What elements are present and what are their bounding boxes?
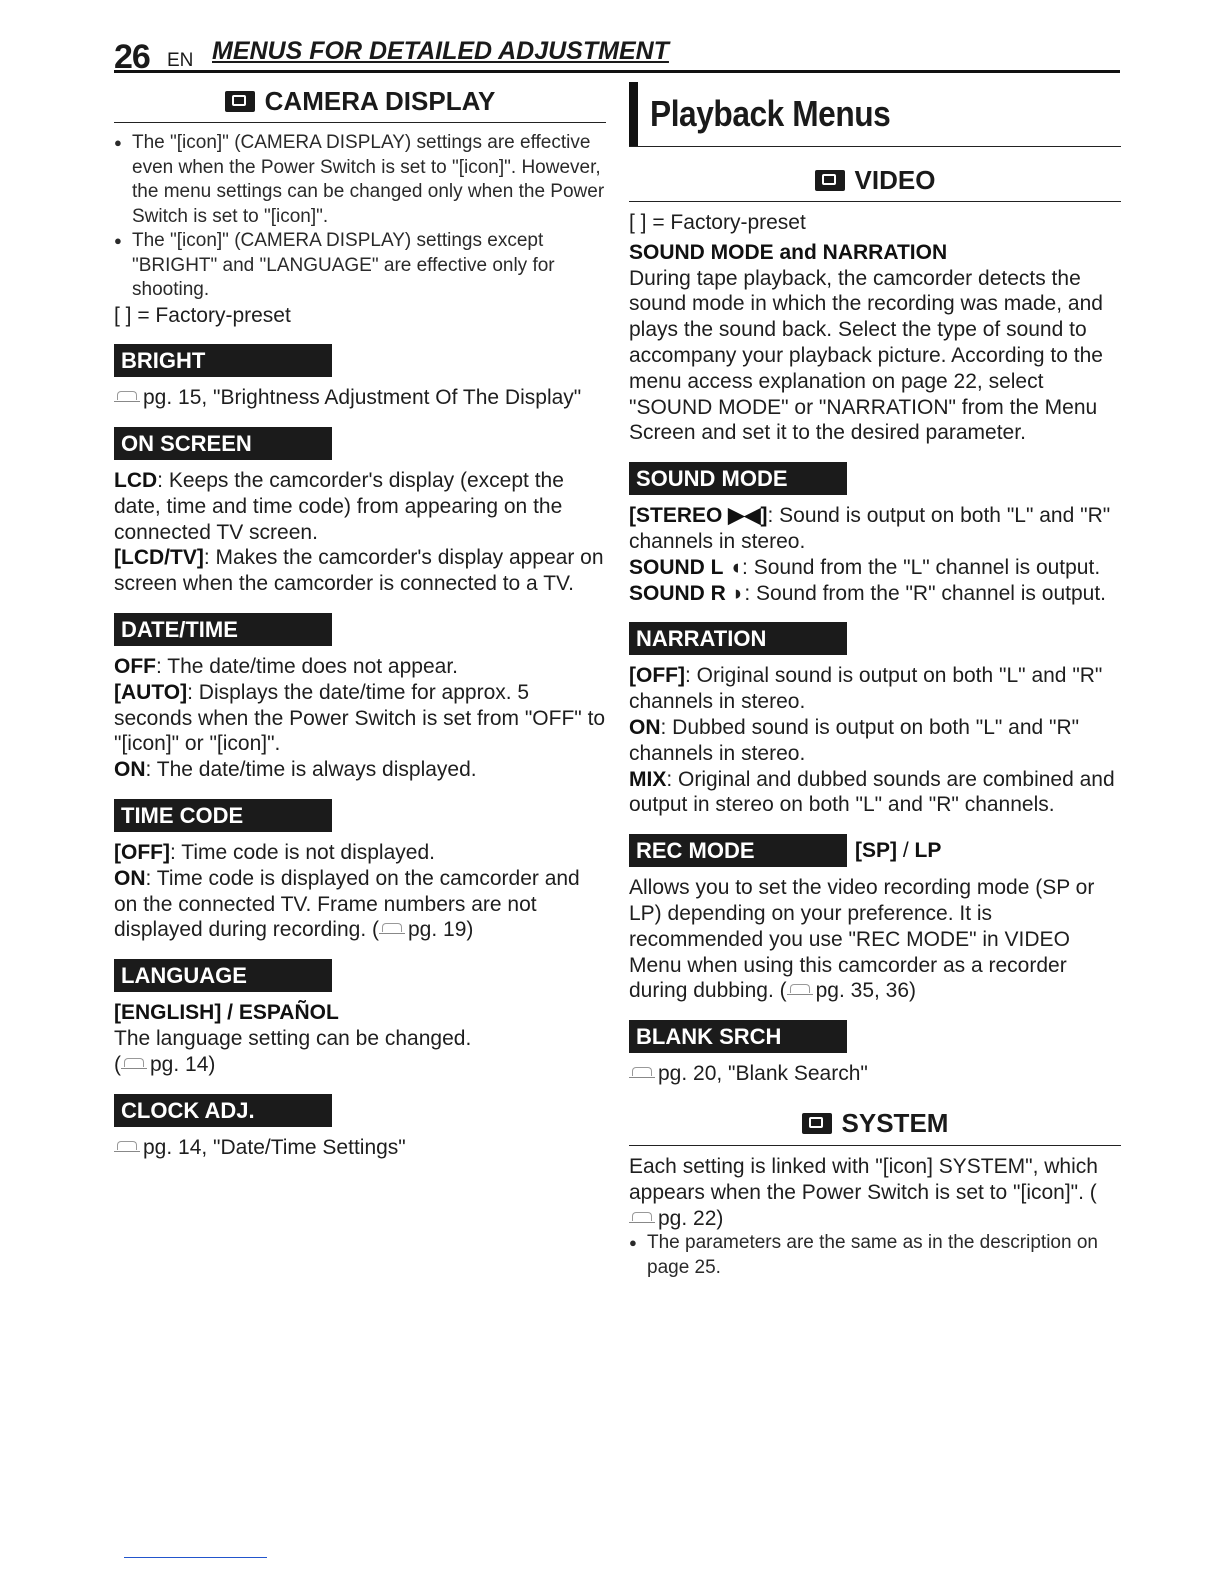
page-title: MENUS FOR DETAILED ADJUSTMENT	[212, 37, 669, 65]
date-on-term: ON	[114, 758, 146, 782]
clock-adj-bar: CLOCK ADJ.	[114, 1094, 332, 1127]
narr-on-term: ON	[629, 715, 661, 739]
sound-r	[629, 581, 1121, 607]
narr-mix-desc: : Original and dubbed sounds are combined and output in stereo on both "L" and "R" channels.	[629, 767, 1115, 817]
left-column	[114, 82, 606, 1160]
date-auto-desc: : Displays the date/time for approx. 5 seconds when the Power Switch is set from "OFF" to "[icon]" or "[icon]".	[114, 680, 606, 756]
rec-mode-sep: /	[897, 838, 915, 862]
sound-r-desc: : Sound from the "R" channel is output.	[744, 581, 1106, 605]
rec-mode-ref: pg. 35, 36)	[815, 979, 917, 1003]
reference-icon	[114, 1137, 140, 1152]
narration-bar: NARRATION	[629, 622, 847, 655]
rec-mode-options	[855, 839, 941, 863]
rec-mode-row	[629, 834, 1121, 867]
clock-adj-ref-text: pg. 14, "Date/Time Settings"	[143, 1135, 406, 1159]
reference-icon	[121, 1054, 147, 1069]
system-bullet: ● The parameters are the same as in the description on page 25.	[629, 1231, 1121, 1280]
sound-l-term: SOUND L	[629, 555, 724, 579]
page-header	[114, 36, 1120, 76]
time-code-on	[114, 866, 606, 943]
stereo-desc: : Sound is output on both "L" and "R" channels in stereo.	[629, 504, 1111, 553]
narr-mix-term: MIX	[629, 767, 667, 791]
speaker-right-icon: ◗	[731, 581, 745, 605]
reference-icon	[379, 919, 405, 934]
playback-heading	[629, 82, 1121, 147]
camera-display-heading	[114, 82, 606, 123]
narr-on-desc: : Dubbed sound is output on both "L" and "R" channels in stereo.	[629, 715, 1080, 765]
tc-off-term: [OFF]	[114, 841, 170, 865]
page-language: EN	[167, 50, 194, 71]
tc-on-desc: : Time code is displayed on the camcorder and on the connected TV. Frame numbers are not displayed during recording. (	[114, 866, 580, 942]
bright-ref-text: pg. 15, "Brightness Adjustment Of The Display"	[143, 386, 582, 410]
rec-mode-desc-text: Allows you to set the video recording mode (SP or LP) depending on your preference. It is recommended you use "REC MODE" in VIDEO Menu when using this camcorder as a recorder during dubbing. (	[629, 876, 1095, 1003]
bright-bar: BRIGHT	[114, 344, 332, 377]
system-title: SYSTEM	[841, 1108, 949, 1139]
system-desc	[629, 1154, 1121, 1231]
lcdtv-term: [LCD/TV]	[114, 546, 204, 570]
page-number: 26	[114, 38, 150, 76]
tc-on-term: ON	[114, 866, 146, 890]
rec-mode-lp: LP	[914, 838, 942, 862]
factory-preset-note: [ ] = Factory-preset	[114, 303, 291, 327]
date-off-term: OFF	[114, 655, 156, 679]
camera-display-icon	[225, 91, 255, 112]
video-title: VIDEO	[854, 164, 936, 195]
date-auto-term: [AUTO]	[114, 680, 188, 704]
rec-mode-bar: REC MODE	[629, 834, 847, 867]
reference-icon	[787, 980, 813, 995]
reference-icon	[629, 1063, 655, 1078]
date-time-off	[114, 654, 606, 680]
blank-srch-ref	[629, 1061, 1121, 1087]
reference-icon	[114, 387, 140, 402]
lcd-term: LCD	[114, 469, 158, 493]
on-screen-bar: ON SCREEN	[114, 427, 332, 460]
sound-narration-subhead	[629, 240, 1121, 266]
sound-mode-bar: SOUND MODE	[629, 462, 847, 495]
system-desc-text: Each setting is linked with "[icon] SYSTEM", which appears when the Power Switch is set to "[icon]". (	[629, 1154, 1098, 1204]
rec-mode-desc	[629, 875, 1121, 1004]
date-time-bar: DATE/TIME	[114, 613, 332, 646]
on-screen-lcd	[114, 468, 606, 545]
narration-on	[629, 715, 1121, 767]
date-off-desc: : The date/time does not appear.	[156, 655, 458, 679]
sound-stereo	[629, 503, 1121, 555]
system-ref: pg. 22)	[658, 1206, 724, 1230]
video-factory-preset: [ ] = Factory-preset	[629, 211, 806, 234]
sound-l-desc: : Sound from the "L" channel is output.	[742, 555, 1101, 579]
language-desc: The language setting can be changed.	[114, 1027, 472, 1051]
sound-l	[629, 555, 1121, 581]
camera-display-bullet-2: ● The "[icon]" (CAMERA DISPLAY) settings except "BRIGHT" and "LANGUAGE" are effective only for shooting.	[114, 229, 606, 303]
narration-off	[629, 663, 1121, 715]
lcdtv-desc: : Makes the camcorder's display appear on screen when the camcorder is connected to a TV.	[114, 546, 604, 596]
rec-mode-sp: [SP]	[855, 838, 897, 862]
camera-display-bullet-1: ● The "[icon]" (CAMERA DISPLAY) settings are effective even when the Power Switch is set to "[icon]". However, the menu settings can be changed only when the Power Switch is set to "[icon]".	[114, 131, 606, 229]
language-bar: LANGUAGE	[114, 959, 332, 992]
narration-mix	[629, 767, 1121, 819]
language-options-text: [ENGLISH] / ESPAÑOL	[114, 1001, 339, 1025]
date-on-desc: : The date/time is always displayed.	[145, 758, 477, 782]
camera-display-title: CAMERA DISPLAY	[264, 85, 496, 116]
footer-rule	[124, 1557, 267, 1558]
blank-srch-bar: BLANK SRCH	[629, 1020, 847, 1053]
blank-srch-ref-text: pg. 20, "Blank Search"	[658, 1062, 868, 1086]
language-ref: ( pg. 14)	[114, 1052, 216, 1076]
date-time-on	[114, 757, 606, 783]
video-icon	[815, 170, 845, 191]
time-code-bar: TIME CODE	[114, 799, 332, 832]
narr-off-term: [OFF]	[629, 664, 685, 688]
bright-ref	[114, 385, 606, 411]
speaker-left-icon: ◖	[729, 555, 743, 579]
system-icon	[802, 1113, 832, 1134]
narr-off-desc: : Original sound is output on both "L" and "R" channels in stereo.	[629, 664, 1103, 714]
reference-icon	[629, 1208, 655, 1223]
clock-adj-ref	[114, 1135, 606, 1161]
time-code-off	[114, 840, 606, 866]
language-ref-text: pg. 14)	[150, 1052, 216, 1076]
right-column	[629, 82, 1121, 1280]
tc-off-desc: : Time code is not displayed.	[169, 841, 435, 865]
sound-narration-subhead-text: SOUND MODE and NARRATION	[629, 240, 948, 264]
date-time-auto	[114, 680, 606, 757]
video-intro: During tape playback, the camcorder detects the sound mode in which the recording was made, and plays the sound back. Select the type of sound to accompany your playback picture. According to the menu access explanation on page 22, select "SOUND MODE" or "NARRATION" from the Menu Screen and set it to the desired parameter.	[629, 266, 1103, 445]
playback-title: Playback Menus	[650, 93, 891, 134]
on-screen-lcdtv	[114, 545, 606, 597]
lcd-desc: : Keeps the camcorder's display (except the date, time and time code) from appearing on the connected TV screen.	[114, 469, 564, 544]
system-heading	[629, 1105, 1121, 1146]
video-heading	[629, 161, 1121, 202]
sound-r-term: SOUND R	[629, 581, 726, 605]
stereo-term: [STEREO ▶◀]	[629, 504, 768, 528]
language-options	[114, 1000, 606, 1026]
tc-on-ref: pg. 19)	[407, 918, 474, 942]
playback-accent-bar	[629, 82, 638, 146]
